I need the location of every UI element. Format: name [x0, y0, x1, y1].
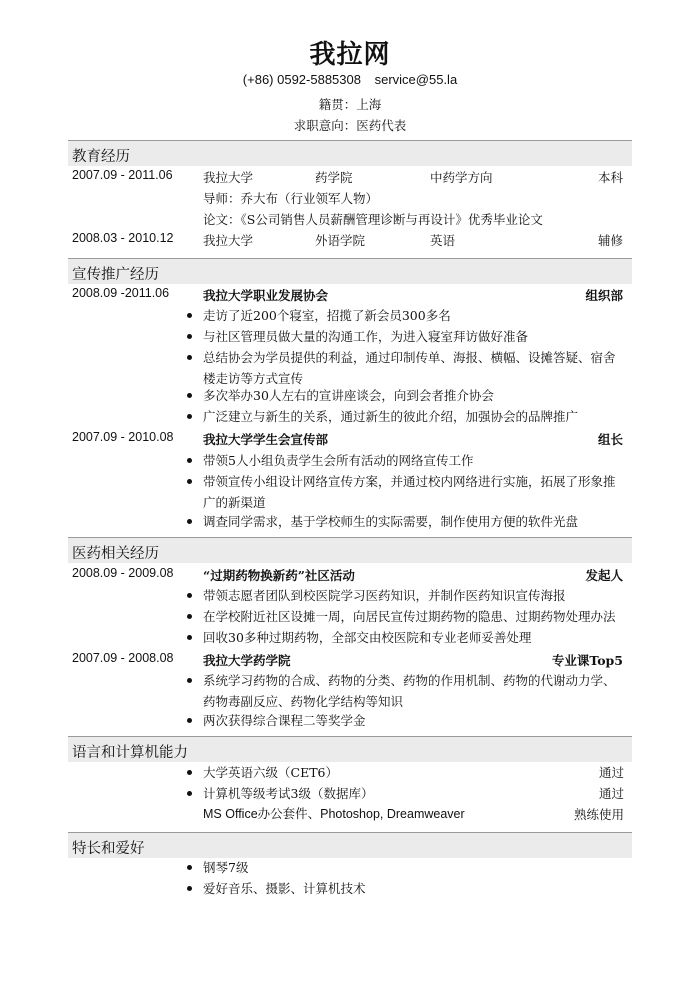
section-education [68, 140, 632, 166]
bullet-icon [187, 886, 192, 891]
bullet-icon [187, 718, 192, 723]
pharma-entry [0, 566, 700, 586]
pharma-entry [0, 651, 700, 671]
entry-date: 2007.09 - 2010.08 [72, 430, 174, 444]
bullet-icon [187, 334, 192, 339]
thesis-line [0, 210, 700, 230]
bullet-icon [187, 458, 192, 463]
major: 英语 [430, 233, 456, 248]
bullet-icon [187, 614, 192, 619]
section-hobbies [68, 832, 632, 858]
hobby-item: 爱好音乐、摄影、计算机技术 [188, 878, 624, 899]
advisor: 导师：乔大布（行业领军人物） [203, 191, 379, 206]
skill-level: 通过 [598, 786, 624, 801]
contact-line [0, 72, 700, 87]
list-item: 走访了近200个寝室，招揽了新会员300多名 [188, 305, 624, 326]
entry-date: 2007.09 - 2008.08 [72, 651, 174, 665]
major: 中药学方向 [430, 170, 493, 185]
role: 发起人 [585, 568, 623, 583]
college: 外语学院 [315, 233, 366, 248]
education-entry [0, 231, 700, 251]
organization: 我拉大学职业发展协会 [203, 288, 329, 303]
list-item: 总结协会为学员提供的利益，通过印制传单、海报、横幅、设摊答疑、宿舍楼走访等方式宣传 [188, 347, 624, 389]
education-entry [0, 168, 700, 188]
bullet-icon [187, 393, 192, 398]
skill-level: 通过 [598, 765, 624, 780]
entry-date: 2008.09 - 2009.08 [72, 566, 174, 580]
list-item: 与社区管理员做大量的沟通工作，为进入寝室拜访做好准备 [188, 326, 624, 347]
section-title: 特长和爱好 [72, 841, 145, 857]
list-item: 带领宣传小组设计网络宣传方案，并通过校内网络进行实施，拓展了形象推广的新渠道 [188, 471, 624, 513]
bullet-icon [187, 678, 192, 683]
organization: 我拉大学药学院 [203, 653, 291, 668]
section-skills [68, 736, 632, 762]
skill-level: 熟练使用 [573, 807, 624, 822]
hometown: 籍贯：上海 [318, 97, 382, 112]
skill-item: 计算机等级考试3级（数据库） 通过 [188, 783, 624, 804]
resume-name: 我拉网 [309, 40, 391, 70]
thesis: 论文：《S公司销售人员薪酬管理诊断与再设计》优秀毕业论文 [203, 212, 543, 227]
organization: 我拉大学学生会宣传部 [203, 432, 329, 447]
list-item: 系统学习药物的合成、药物的分类、药物的作用机制、药物的代谢动力学、药物毒副反应、药物化学结构等知识 [188, 670, 624, 712]
list-item: 多次举办30人左右的宣讲座谈会，向到会者推介协会 [188, 385, 624, 406]
bullet-icon [187, 479, 192, 484]
entry-date: 2007.09 - 2011.06 [72, 168, 173, 182]
bullet-icon [187, 593, 192, 598]
role: 组织部 [585, 288, 623, 303]
phone-number: (+86) 0592-5885308 [242, 72, 361, 87]
role: 组长 [597, 432, 623, 447]
list-item: 回收30多种过期药物，全部交由校医院和专业老师妥善处理 [188, 627, 624, 648]
list-item: 调查同学需求，基于学校师生的实际需要，制作使用方便的软件光盘 [188, 511, 624, 532]
section-promotion [68, 258, 632, 284]
list-item: 在学校附近社区设摊一周，向居民宣传过期药物的隐患、过期药物处理办法 [188, 606, 624, 627]
section-pharma [68, 537, 632, 563]
organization: “过期药物换新药”社区活动 [203, 568, 355, 583]
bullet-icon [187, 414, 192, 419]
list-item: 两次获得综合课程二等奖学金 [188, 710, 624, 731]
bullet-icon [187, 791, 192, 796]
degree: 本科 [597, 170, 623, 185]
section-title: 教育经历 [72, 149, 130, 165]
skill-item: MS Office办公套件、Photoshop, Dreamweaver 熟练使用 [188, 804, 624, 825]
entry-date: 2008.09 -2011.06 [72, 286, 170, 300]
school: 我拉大学 [203, 233, 254, 248]
bullet-icon [187, 635, 192, 640]
bullet-icon [187, 313, 192, 318]
college: 药学院 [315, 170, 353, 185]
section-title: 医药相关经历 [72, 546, 159, 562]
bullet-icon [187, 355, 192, 360]
degree: 辅修 [597, 233, 623, 248]
email-address: service@55.la [374, 72, 458, 87]
skill-item: 大学英语六级（CET6） 通过 [188, 762, 624, 783]
hobby-item: 钢琴7级 [188, 857, 624, 878]
role: 专业课Top5 [551, 653, 623, 668]
section-title: 语言和计算机能力 [72, 745, 188, 761]
list-item: 广泛建立与新生的关系，通过新生的彼此介绍，加强协会的品牌推广 [188, 406, 624, 427]
promotion-entry [0, 430, 700, 450]
section-title: 宣传推广经历 [72, 267, 159, 283]
job-objective: 求职意向：医药代表 [293, 118, 407, 133]
promotion-entry [0, 286, 700, 306]
bullet-icon [187, 770, 192, 775]
entry-date: 2008.03 - 2010.12 [72, 231, 174, 245]
list-item: 带领志愿者团队到校医院学习医药知识，并制作医药知识宣传海报 [188, 585, 624, 606]
bullet-icon [187, 865, 192, 870]
list-item: 带领5人小组负责学生会所有活动的网络宣传工作 [188, 450, 624, 471]
advisor-line [0, 189, 700, 209]
school: 我拉大学 [203, 170, 254, 185]
bullet-icon [187, 519, 192, 524]
